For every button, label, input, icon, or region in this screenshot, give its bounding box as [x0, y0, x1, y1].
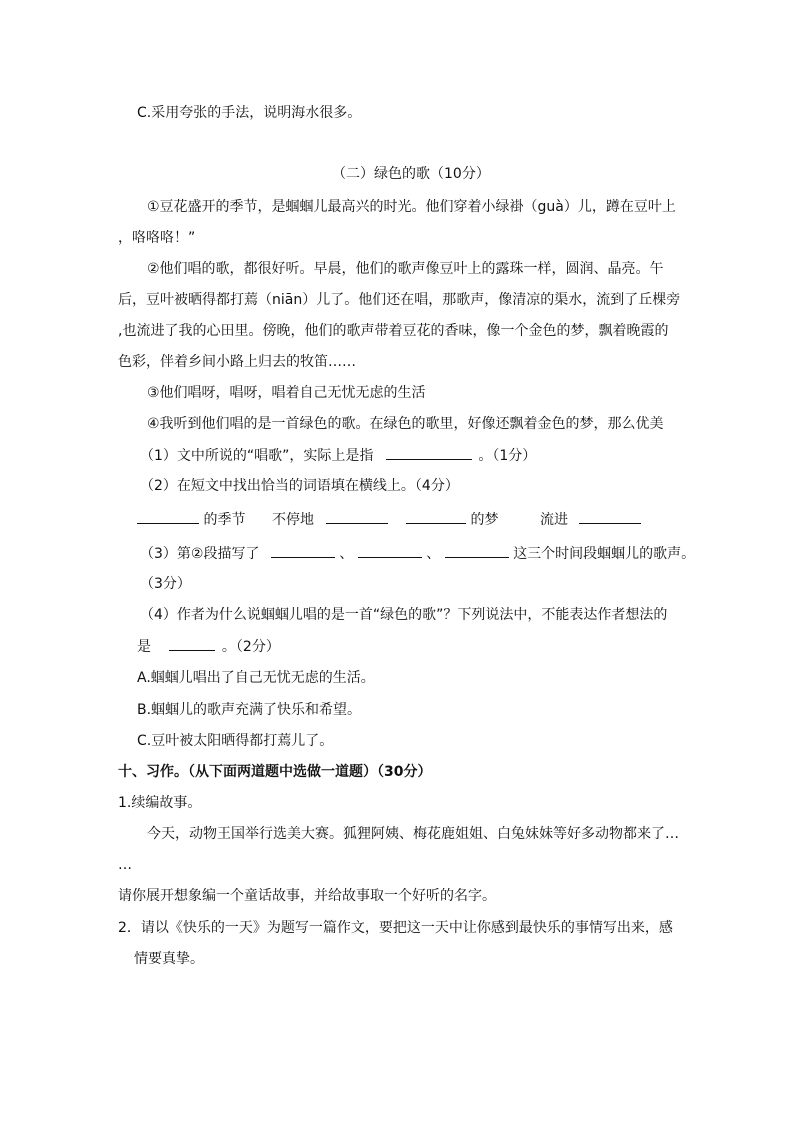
question-4-prefix: 是 — [137, 639, 151, 655]
fill-label-4: 流进 — [540, 512, 568, 528]
question-3-blank-3[interactable] — [445, 543, 509, 558]
section-title: （二）绿色的歌（10分） — [332, 166, 490, 182]
option-b: B.蝈蝈儿的歌声充满了快乐和希望。 — [137, 702, 362, 718]
topic-2-line-1: 2．请以《快乐的一天》为题写一篇作文，要把这一天中让你感到最快乐的事情写出来，感 — [118, 920, 673, 936]
question-3-blank-1[interactable] — [271, 543, 335, 558]
option-c-previous: C.采用夸张的手法，说明海水很多。 — [137, 105, 362, 121]
topic-1-body-line-2: … — [118, 857, 132, 873]
question-3-score: （3分） — [140, 576, 191, 592]
fill-blank-3[interactable] — [406, 509, 466, 524]
fill-label-3: 的梦 — [470, 512, 499, 528]
fill-blank-4[interactable] — [579, 509, 641, 524]
paragraph-3: ③他们唱呀，唱呀，唱着自己无忧无虑的生活 — [147, 385, 426, 401]
fill-group-3 — [406, 509, 498, 530]
topic-1-body-line-3: 请你展开想象编一个童话故事，并给故事取一个好听的名字。 — [118, 888, 496, 904]
topic-1-body-line-1: 今天，动物王国举行选美大赛。狐狸阿姨、梅花鹿姐姐、白兔妹妹等好多动物都来了… — [147, 826, 679, 842]
question-4-blank[interactable] — [169, 636, 215, 651]
paragraph-2-line-2: 后，豆叶被晒得都打蔫（niān）儿了。他们还在唱，那歌声，像清凉的渠水，流到了丘棵旁 — [118, 292, 681, 308]
question-3-separator-1: 、 — [339, 546, 354, 562]
paragraph-2-line-1: ②他们唱的歌，都很好听。早晨，他们的歌声像豆叶上的露珠一样，圆润、晶亮。午 — [147, 261, 664, 277]
question-4-suffix: 。（2分） — [221, 639, 280, 655]
question-3 — [140, 543, 695, 564]
question-3-prefix: （3）第②段描写了 — [140, 546, 260, 562]
paragraph-2-line-4: 色彩，伴着乡间小路上归去的牧笛…… — [118, 354, 356, 370]
paragraph-1-line-2: ，咯咯咯！” — [118, 230, 196, 246]
fill-group-4 — [540, 509, 641, 530]
question-1-suffix: 。（1分） — [478, 448, 537, 464]
option-c: C.豆叶被太阳晒得都打蔫儿了。 — [137, 733, 334, 749]
question-1-blank[interactable] — [386, 445, 472, 460]
topic-2-line-2: 情要真挚。 — [134, 951, 204, 967]
paragraph-2-line-3: ,也流进了我的心田里。傍晚，他们的歌声带着豆花的香味，像一个金色的梦，飘着晚霞的 — [118, 323, 669, 339]
question-1 — [140, 445, 536, 466]
question-4-line-2 — [137, 636, 280, 657]
fill-label-2: 不停地 — [272, 512, 314, 528]
question-3-suffix: 这三个时间段蝈蝈儿的歌声。 — [513, 546, 696, 562]
fill-group-2 — [272, 509, 388, 530]
question-3-separator-2: 、 — [426, 546, 441, 562]
fill-blank-2[interactable] — [326, 509, 388, 524]
question-4-line-1: （4）作者为什么说蝈蝈儿唱的是一首“绿色的歌”？下列说法中，不能表达作者想法的 — [140, 607, 668, 623]
fill-blank-1[interactable] — [137, 509, 199, 524]
question-1-prefix: （1）文中所说的“唱歌”，实际上是指 — [140, 448, 374, 464]
question-2: （2）在短文中找出恰当的词语填在横线上。（4分） — [140, 478, 459, 494]
question-3-blank-2[interactable] — [358, 543, 422, 558]
topic-1-title: 1.续编故事。 — [118, 795, 202, 811]
option-a: A.蝈蝈儿唱出了自己无忧无虑的生活。 — [137, 670, 375, 686]
section-10-heading: 十、习作。（从下面两道题中选做一道题）（30分） — [118, 764, 432, 780]
question-2-fill-row — [137, 509, 245, 530]
paragraph-1-line-1: ①豆花盛开的季节，是蝈蝈儿最高兴的时光。他们穿着小绿褂（guà）儿，蹲在豆叶上 — [147, 199, 676, 215]
fill-label-1: 的季节 — [203, 512, 246, 528]
paragraph-4: ④我听到他们唱的是一首绿色的歌。在绿色的歌里，好像还飘着金色的梦，那么优美 — [147, 416, 664, 432]
